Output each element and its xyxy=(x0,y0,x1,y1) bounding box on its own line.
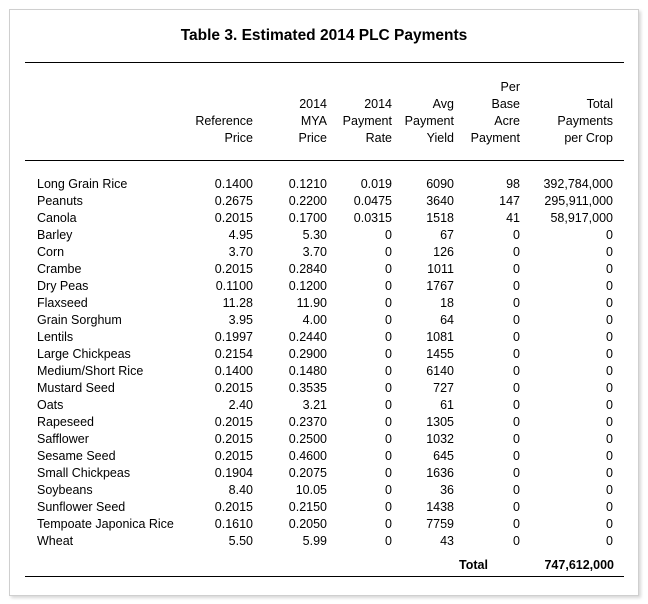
total-label: Total xyxy=(459,558,488,572)
payment-rate-cell: 0.0315 xyxy=(353,211,392,225)
reference-price-cell: 0.2015 xyxy=(214,415,253,429)
total-payments-cell: 0 xyxy=(606,449,613,463)
crop-name-cell: Crambe xyxy=(37,262,82,276)
payment-rate-cell: 0.0475 xyxy=(353,194,392,208)
total-value: 747,612,000 xyxy=(544,558,614,572)
payment-rate-cell: 0 xyxy=(385,381,392,395)
base-acre-payment-cell: 0 xyxy=(513,330,520,344)
payment-yield-cell: 1438 xyxy=(426,500,454,514)
payment-rate-cell: 0 xyxy=(385,500,392,514)
payment-yield-cell: 18 xyxy=(440,296,454,310)
payment-rate-cell: 0 xyxy=(385,347,392,361)
crop-name-cell: Barley xyxy=(37,228,73,242)
base-acre-payment-cell: 0 xyxy=(513,228,520,242)
base-acre-payment-cell: 0 xyxy=(513,500,520,514)
payment-rate-cell: 0.019 xyxy=(360,177,392,191)
mya-price-cell: 0.2075 xyxy=(288,466,327,480)
total-payments-cell: 392,784,000 xyxy=(543,177,613,191)
payment-yield-cell: 126 xyxy=(433,245,454,259)
base-acre-payment-cell: 147 xyxy=(499,194,520,208)
base-acre-payment-cell: 0 xyxy=(513,483,520,497)
table-title: Table 3. Estimated 2014 PLC Payments xyxy=(180,27,468,44)
payment-yield-cell: 1767 xyxy=(426,279,454,293)
mya-price-cell: 0.2440 xyxy=(288,330,327,344)
reference-price-cell: 3.70 xyxy=(228,245,253,259)
mya-price-cell: 0.2150 xyxy=(288,500,327,514)
payment-rate-cell: 0 xyxy=(385,296,392,310)
top-rule xyxy=(25,62,624,63)
crop-name-cell: Soybeans xyxy=(37,483,93,497)
reference-price-cell: 0.2015 xyxy=(214,449,253,463)
crop-name-cell: Lentils xyxy=(37,330,74,344)
base-acre-payment-cell: 0 xyxy=(513,347,520,361)
total-payments-cell: 58,917,000 xyxy=(550,211,613,225)
payment-yield-cell: 1011 xyxy=(427,262,454,276)
mya-price-cell: 0.1480 xyxy=(288,364,327,378)
mya-price-cell: 3.21 xyxy=(302,398,327,412)
total-payments-cell: 0 xyxy=(606,245,613,259)
payment-rate-cell: 0 xyxy=(385,262,392,276)
crop-name-cell: Sesame Seed xyxy=(37,449,116,463)
total-payments-cell: 0 xyxy=(606,398,613,412)
crop-name-cell: Long Grain Rice xyxy=(37,177,128,191)
base-acre-payment-cell: 0 xyxy=(513,381,520,395)
header-total-payments: Total Payments per Crop xyxy=(557,97,613,145)
mya-price-cell: 0.4600 xyxy=(288,449,327,463)
base-acre-payment-cell: 41 xyxy=(506,211,520,225)
crop-name-cell: Flaxseed xyxy=(37,296,88,310)
reference-price-cell: 0.2675 xyxy=(214,194,253,208)
total-payments-cell: 0 xyxy=(606,381,613,395)
total-payments-cell: 0 xyxy=(606,330,613,344)
bottom-rule xyxy=(25,576,624,577)
mya-price-cell: 0.1700 xyxy=(288,211,327,225)
payment-yield-cell: 1636 xyxy=(426,466,454,480)
header-rule xyxy=(25,160,624,161)
mya-price-cell: 0.2370 xyxy=(288,415,327,429)
payment-rate-cell: 0 xyxy=(385,364,392,378)
mya-price-cell: 10.05 xyxy=(295,483,327,497)
mya-price-cell: 11.90 xyxy=(296,296,327,310)
mya-price-cell: 0.1200 xyxy=(288,279,327,293)
payment-rate-cell: 0 xyxy=(385,228,392,242)
payment-rate-cell: 0 xyxy=(385,330,392,344)
payment-yield-cell: 1455 xyxy=(426,347,454,361)
total-payments-cell: 0 xyxy=(606,262,613,276)
reference-price-cell: 0.1400 xyxy=(214,364,253,378)
total-payments-cell: 0 xyxy=(606,432,613,446)
payment-yield-cell: 43 xyxy=(440,534,454,548)
crop-name-cell: Tempoate Japonica Rice xyxy=(37,517,174,531)
total-payments-cell: 0 xyxy=(606,313,613,327)
base-acre-payment-cell: 0 xyxy=(513,245,520,259)
payment-yield-cell: 3640 xyxy=(426,194,454,208)
base-acre-payment-cell: 0 xyxy=(513,517,520,531)
crop-name-cell: Mustard Seed xyxy=(37,381,115,395)
reference-price-cell: 0.1997 xyxy=(214,330,253,344)
reference-price-cell: 5.50 xyxy=(228,534,253,548)
mya-price-cell: 0.2840 xyxy=(288,262,327,276)
crop-name-cell: Peanuts xyxy=(37,194,83,208)
crop-name-cell: Rapeseed xyxy=(37,415,94,429)
base-acre-payment-cell: 0 xyxy=(513,449,520,463)
reference-price-cell: 0.2015 xyxy=(214,262,253,276)
base-acre-payment-cell: 0 xyxy=(513,432,520,446)
mya-price-cell: 5.30 xyxy=(302,228,327,242)
reference-price-cell: 0.2015 xyxy=(214,381,253,395)
payment-yield-cell: 1081 xyxy=(426,330,454,344)
base-acre-payment-cell: 0 xyxy=(513,313,520,327)
total-payments-cell: 0 xyxy=(606,347,613,361)
base-acre-payment-cell: 0 xyxy=(513,279,520,293)
crop-name-cell: Oats xyxy=(37,398,64,412)
mya-price-cell: 0.2900 xyxy=(288,347,327,361)
mya-price-cell: 0.1210 xyxy=(288,177,327,191)
reference-price-cell: 0.1100 xyxy=(215,279,253,293)
total-payments-cell: 0 xyxy=(606,296,613,310)
reference-price-cell: 0.2015 xyxy=(214,500,253,514)
reference-price-cell: 3.95 xyxy=(228,313,253,327)
mya-price-cell: 4.00 xyxy=(302,313,327,327)
total-payments-cell: 0 xyxy=(606,483,613,497)
payment-rate-cell: 0 xyxy=(385,449,392,463)
total-payments-cell: 0 xyxy=(606,466,613,480)
mya-price-cell: 5.99 xyxy=(302,534,327,548)
total-payments-cell: 0 xyxy=(606,228,613,242)
header-base-acre-payment: Per Base Acre Payment xyxy=(470,80,520,145)
total-payments-cell: 0 xyxy=(606,517,613,531)
payment-yield-cell: 1032 xyxy=(426,432,454,446)
mya-price-cell: 0.2050 xyxy=(288,517,327,531)
base-acre-payment-cell: 0 xyxy=(513,534,520,548)
crop-name-cell: Corn xyxy=(37,245,65,259)
crop-name-cell: Large Chickpeas xyxy=(37,347,131,361)
reference-price-cell: 0.2015 xyxy=(214,211,253,225)
base-acre-payment-cell: 0 xyxy=(513,364,520,378)
mya-price-cell: 3.70 xyxy=(302,245,327,259)
header-payment-yield: Avg Payment Yield xyxy=(404,97,454,145)
payment-yield-cell: 67 xyxy=(440,228,454,242)
header-payment-rate: 2014 Payment Rate xyxy=(342,97,392,145)
payment-rate-cell: 0 xyxy=(385,483,392,497)
total-payments-cell: 0 xyxy=(606,500,613,514)
payment-yield-cell: 61 xyxy=(440,398,454,412)
crop-name-cell: Dry Peas xyxy=(37,279,89,293)
payment-rate-cell: 0 xyxy=(385,466,392,480)
mya-price-cell: 0.2500 xyxy=(288,432,327,446)
crop-name-cell: Grain Sorghum xyxy=(37,313,122,327)
payment-yield-cell: 36 xyxy=(440,483,454,497)
payment-rate-cell: 0 xyxy=(385,313,392,327)
payment-rate-cell: 0 xyxy=(385,432,392,446)
total-payments-cell: 0 xyxy=(606,279,613,293)
payment-rate-cell: 0 xyxy=(385,279,392,293)
crop-name-cell: Safflower xyxy=(37,432,89,446)
total-payments-cell: 0 xyxy=(606,415,613,429)
header-reference-price: Reference Price xyxy=(195,114,253,145)
payment-rate-cell: 0 xyxy=(385,245,392,259)
payment-yield-cell: 1305 xyxy=(426,415,454,429)
mya-price-cell: 0.2200 xyxy=(288,194,327,208)
total-payments-cell: 0 xyxy=(606,534,613,548)
reference-price-cell: 2.40 xyxy=(228,398,253,412)
crop-name-cell: Medium/Short Rice xyxy=(37,364,144,378)
total-payments-cell: 295,911,000 xyxy=(544,194,613,208)
reference-price-cell: 8.40 xyxy=(228,483,253,497)
base-acre-payment-cell: 0 xyxy=(513,466,520,480)
reference-price-cell: 0.2015 xyxy=(214,432,253,446)
crop-name-cell: Canola xyxy=(37,211,77,225)
payment-rate-cell: 0 xyxy=(385,398,392,412)
payment-rate-cell: 0 xyxy=(385,415,392,429)
mya-price-cell: 0.3535 xyxy=(288,381,327,395)
payment-yield-cell: 645 xyxy=(433,449,454,463)
reference-price-cell: 0.1610 xyxy=(214,517,253,531)
total-payments-cell: 0 xyxy=(606,364,613,378)
reference-price-cell: 0.1904 xyxy=(214,466,253,480)
payment-yield-cell: 7759 xyxy=(426,517,454,531)
reference-price-cell: 0.2154 xyxy=(214,347,253,361)
base-acre-payment-cell: 0 xyxy=(513,398,520,412)
base-acre-payment-cell: 0 xyxy=(513,415,520,429)
base-acre-payment-cell: 98 xyxy=(506,177,520,191)
payment-yield-cell: 6090 xyxy=(426,177,454,191)
payment-rate-cell: 0 xyxy=(385,534,392,548)
payment-yield-cell: 6140 xyxy=(426,364,454,378)
crop-name-cell: Wheat xyxy=(37,534,74,548)
payment-yield-cell: 64 xyxy=(440,313,454,327)
payment-yield-cell: 727 xyxy=(433,381,454,395)
reference-price-cell: 0.1400 xyxy=(214,177,253,191)
reference-price-cell: 11.28 xyxy=(222,296,253,310)
header-mya-price: 2014 MYA Price xyxy=(298,97,327,145)
base-acre-payment-cell: 0 xyxy=(513,262,520,276)
crop-name-cell: Small Chickpeas xyxy=(37,466,131,480)
payment-yield-cell: 1518 xyxy=(426,211,454,225)
base-acre-payment-cell: 0 xyxy=(513,296,520,310)
reference-price-cell: 4.95 xyxy=(228,228,253,242)
payment-rate-cell: 0 xyxy=(385,517,392,531)
crop-name-cell: Sunflower Seed xyxy=(37,500,126,514)
